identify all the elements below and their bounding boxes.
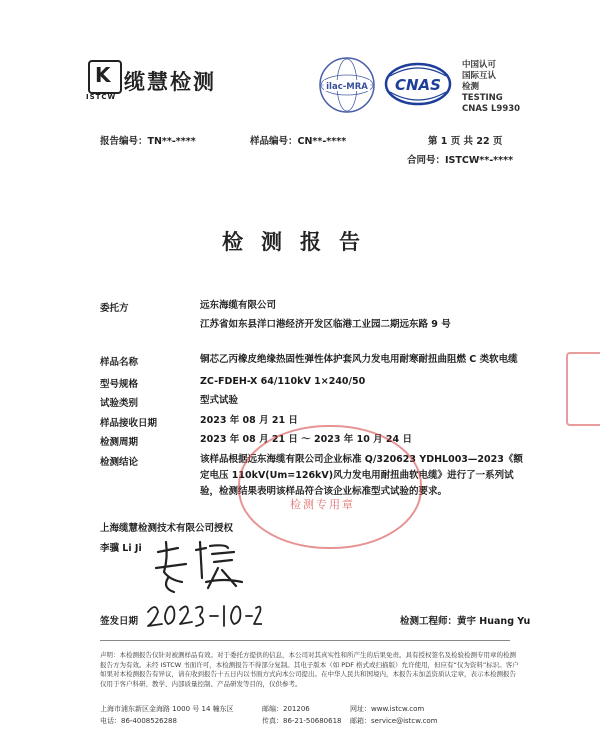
k-logo-icon: K bbox=[95, 63, 111, 87]
authorization-company: 上海缆慧检测技术有限公司授权 bbox=[100, 523, 234, 534]
seam-stamp bbox=[566, 352, 600, 426]
logo-abbreviation: ISTCW bbox=[86, 93, 117, 101]
client-label: 委托方 bbox=[100, 303, 129, 314]
footer-website: 网址：www.istcw.com bbox=[350, 705, 425, 713]
report-title: 检测报告 bbox=[222, 230, 378, 254]
conclusion-label: 检测结论 bbox=[100, 457, 139, 468]
cnas-label: CNAS bbox=[395, 76, 441, 94]
sample-name-value: 铜芯乙丙橡皮绝缘热固性弹性体护套风力发电用耐寒耐扭曲阻燃 C 类软电缆 bbox=[200, 354, 518, 365]
cnas-line: 中国认可 bbox=[462, 60, 497, 70]
test-type-label: 试验类别 bbox=[100, 398, 139, 409]
test-type-value: 型式试验 bbox=[200, 395, 239, 406]
contract-number: 合同号：ISTCW**-**** bbox=[407, 155, 514, 166]
client-address: 江苏省如东县洋口港经济开发区临港工业园二期远东路 9 号 bbox=[200, 319, 451, 330]
sample-name-label: 样品名称 bbox=[100, 357, 139, 368]
receive-date-value: 2023 年 08 月 21 日 bbox=[200, 415, 298, 426]
sample-number: 样品编号：CN**-**** bbox=[250, 136, 347, 147]
cnas-line: TESTING bbox=[462, 93, 503, 103]
model-value: ZC-FDEH-X 64/110kV 1×240/50 bbox=[200, 376, 366, 387]
issue-date-label: 签发日期 bbox=[100, 616, 139, 627]
cnas-line: CNAS L9930 bbox=[462, 104, 521, 114]
cnas-logo-icon bbox=[384, 62, 452, 106]
footer-postcode: 邮编：201206 bbox=[262, 705, 310, 713]
footer-phone: 电话：86-4008526288 bbox=[100, 717, 177, 725]
test-engineer: 检测工程师：黄宇 Huang Yu bbox=[400, 616, 531, 627]
cnas-line: 检测 bbox=[462, 82, 480, 92]
page-count: 第 1 页 共 22 页 bbox=[428, 136, 503, 147]
li-ji-signature bbox=[148, 538, 268, 598]
footer-fax: 传真：86-21-50680618 bbox=[262, 717, 342, 725]
company-logo-name: 缆慧检测 bbox=[124, 70, 216, 94]
testing-seal bbox=[238, 425, 422, 549]
footer-address: 上海市浦东新区金海路 1000 号 14 幢东区 bbox=[100, 705, 234, 713]
authorized-person: 李骥 Li Ji bbox=[100, 543, 142, 554]
ilac-mra-icon bbox=[318, 56, 376, 114]
cnas-line: 国际互认 bbox=[462, 71, 497, 81]
receive-date-label: 样品接收日期 bbox=[100, 418, 158, 429]
issue-date-handwriting bbox=[142, 598, 262, 634]
report-number: 报告编号：TN**-**** bbox=[100, 136, 196, 147]
ilac-label: ilac-MRA bbox=[326, 82, 368, 92]
seal-text: 检测专用章 bbox=[290, 498, 355, 511]
client-value: 远东海缆有限公司 bbox=[200, 300, 277, 311]
divider bbox=[100, 640, 510, 641]
model-label: 型号规格 bbox=[100, 379, 139, 390]
conclusion-value: 该样品根据远东海缆有限公司企业标准 Q/320623 YDHL003—2023《额定电压 110kV(Um=126kV)风力发电用耐扭曲软电缆》进行了一系列试验，检测结果表明该样品符合该企业标准型式试验的要求。 bbox=[200, 454, 523, 497]
declaration: 声明：本检测报告仅针对被测样品有效。对于委托方提供的信息，本公司对其真实性和所产生的后果免责。具有授权签名及检验检测专用章的检测报告方为有效。未经 ISTCW 书面许可，本检测报告不得部分复制。其电子版本（如 PDF 格式或扫描版）允许使用，但应有“仅为资料”标识。客户如果对本检测报告有异议，请在收到报告十五日内以书面方式向本公司提出。在中华人民共和国境内，本报告未加盖资质认定章，表示本检测报告仅用于客户科研、教学、内部质量控制、产品研发等目的，仅供参考。 bbox=[100, 651, 519, 688]
cnas-accreditation-text bbox=[462, 60, 520, 115]
footer-email: 邮箱：service@istcw.com bbox=[350, 717, 438, 725]
test-period-value: 2023 年 08 月 21 日 ～ 2023 年 10 月 24 日 bbox=[200, 434, 412, 445]
test-period-label: 检测周期 bbox=[100, 437, 139, 448]
